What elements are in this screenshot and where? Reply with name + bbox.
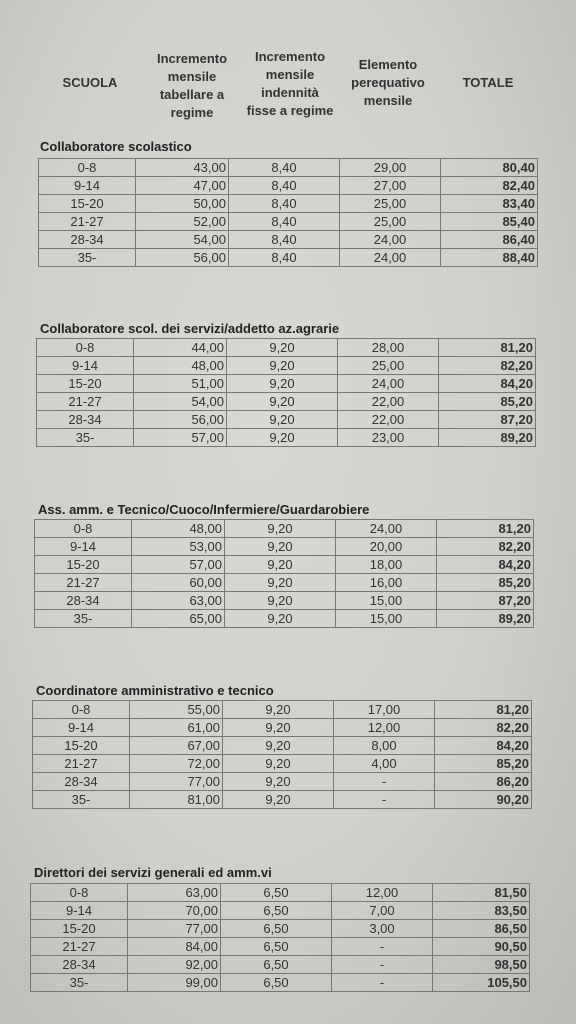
cell-anni: 15-20 (35, 556, 132, 574)
cell-incremento-indennita: 9,20 (223, 791, 334, 809)
table-row (31, 902, 530, 920)
cell-incremento-tabellare: 57,00 (132, 556, 225, 574)
cell-anni: 35- (37, 429, 134, 447)
cell-incremento-tabellare: 70,00 (128, 902, 221, 920)
cell-totale: 87,20 (437, 592, 534, 610)
cell-elemento-perequativo: 27,00 (340, 177, 441, 195)
cell-totale: 86,50 (433, 920, 530, 938)
cell-incremento-tabellare: 92,00 (128, 956, 221, 974)
cell-totale: 85,20 (439, 393, 536, 411)
cell-anni: 0-8 (35, 520, 132, 538)
table-row (35, 610, 534, 628)
cell-incremento-tabellare: 67,00 (130, 737, 223, 755)
cell-elemento-perequativo: 25,00 (338, 357, 439, 375)
cell-elemento-perequativo: - (334, 773, 435, 791)
cell-elemento-perequativo: 12,00 (332, 884, 433, 902)
section-title: Collaboratore scol. dei servizi/addetto az.agrarie (40, 321, 340, 336)
section-title: Ass. amm. e Tecnico/Cuoco/Infermiere/Guardarobiere (38, 502, 370, 517)
cell-elemento-perequativo: 12,00 (334, 719, 435, 737)
cell-anni: 35- (35, 610, 132, 628)
cell-anni: 21-27 (37, 393, 134, 411)
table-row (39, 177, 538, 195)
cell-anni: 0-8 (39, 159, 136, 177)
cell-anni: 21-27 (39, 213, 136, 231)
cell-totale: 86,40 (441, 231, 538, 249)
cell-incremento-tabellare: 61,00 (130, 719, 223, 737)
cell-elemento-perequativo: 3,00 (332, 920, 433, 938)
cell-incremento-tabellare: 50,00 (136, 195, 229, 213)
table-row (31, 938, 530, 956)
cell-incremento-tabellare: 43,00 (136, 159, 229, 177)
cell-elemento-perequativo: 8,00 (334, 737, 435, 755)
cell-incremento-tabellare: 84,00 (128, 938, 221, 956)
cell-elemento-perequativo: 28,00 (338, 339, 439, 357)
cell-totale: 105,50 (433, 974, 530, 992)
cell-incremento-tabellare: 55,00 (130, 701, 223, 719)
table-row (39, 249, 538, 267)
cell-elemento-perequativo: 25,00 (340, 195, 441, 213)
cell-incremento-indennita: 9,20 (227, 339, 338, 357)
cell-incremento-tabellare: 60,00 (132, 574, 225, 592)
cell-totale: 85,20 (437, 574, 534, 592)
cell-incremento-indennita: 9,20 (225, 592, 336, 610)
cell-elemento-perequativo: 16,00 (336, 574, 437, 592)
cell-incremento-indennita: 9,20 (225, 574, 336, 592)
cell-elemento-perequativo: 24,00 (340, 231, 441, 249)
table-row (33, 791, 532, 809)
cell-totale: 85,40 (441, 213, 538, 231)
cell-incremento-tabellare: 99,00 (128, 974, 221, 992)
cell-incremento-tabellare: 47,00 (136, 177, 229, 195)
table-row (37, 429, 536, 447)
cell-totale: 80,40 (441, 159, 538, 177)
cell-incremento-tabellare: 48,00 (134, 357, 227, 375)
cell-incremento-tabellare: 63,00 (132, 592, 225, 610)
cell-totale: 85,20 (435, 755, 532, 773)
table-row (37, 411, 536, 429)
cell-incremento-tabellare: 81,00 (130, 791, 223, 809)
cell-incremento-indennita: 9,20 (227, 393, 338, 411)
cell-elemento-perequativo: 23,00 (338, 429, 439, 447)
cell-anni: 9-14 (35, 538, 132, 556)
table-header (0, 46, 576, 126)
cell-incremento-indennita: 8,40 (229, 249, 340, 267)
cell-elemento-perequativo: 15,00 (336, 592, 437, 610)
data-table (30, 883, 530, 992)
cell-incremento-tabellare: 63,00 (128, 884, 221, 902)
cell-anni: 0-8 (31, 884, 128, 902)
table-row (31, 884, 530, 902)
section-title: Direttori dei servizi generali ed amm.vi (34, 865, 272, 880)
cell-incremento-indennita: 9,20 (225, 556, 336, 574)
cell-anni: 28-34 (39, 231, 136, 249)
section-title: Coordinatore amministrativo e tecnico (36, 683, 274, 698)
cell-elemento-perequativo: 20,00 (336, 538, 437, 556)
cell-incremento-indennita: 9,20 (227, 357, 338, 375)
table-row (33, 737, 532, 755)
cell-incremento-indennita: 8,40 (229, 213, 340, 231)
cell-incremento-indennita: 6,50 (221, 974, 332, 992)
cell-elemento-perequativo: 24,00 (340, 249, 441, 267)
cell-incremento-tabellare: 54,00 (136, 231, 229, 249)
cell-elemento-perequativo: 22,00 (338, 393, 439, 411)
table-row (37, 339, 536, 357)
table-row (33, 755, 532, 773)
cell-incremento-indennita: 9,20 (225, 610, 336, 628)
cell-incremento-indennita: 8,40 (229, 177, 340, 195)
cell-incremento-indennita: 9,20 (227, 411, 338, 429)
table-row (31, 974, 530, 992)
cell-elemento-perequativo: - (332, 974, 433, 992)
cell-incremento-tabellare: 51,00 (134, 375, 227, 393)
table-row (37, 375, 536, 393)
table-row (33, 701, 532, 719)
cell-totale: 84,20 (437, 556, 534, 574)
cell-incremento-tabellare: 53,00 (132, 538, 225, 556)
cell-totale: 89,20 (439, 429, 536, 447)
header-totale: TOTALE (462, 75, 514, 90)
cell-incremento-tabellare: 54,00 (134, 393, 227, 411)
cell-anni: 15-20 (31, 920, 128, 938)
header-elemento-perequativo: Elemento perequativo mensile (351, 57, 425, 108)
cell-anni: 35- (39, 249, 136, 267)
cell-elemento-perequativo: - (332, 938, 433, 956)
cell-incremento-indennita: 8,40 (229, 195, 340, 213)
cell-incremento-indennita: 9,20 (223, 755, 334, 773)
cell-elemento-perequativo: 18,00 (336, 556, 437, 574)
cell-incremento-tabellare: 48,00 (132, 520, 225, 538)
cell-incremento-indennita: 9,20 (225, 538, 336, 556)
data-table (32, 700, 532, 809)
cell-incremento-indennita: 9,20 (223, 737, 334, 755)
cell-incremento-indennita: 6,50 (221, 956, 332, 974)
cell-incremento-tabellare: 77,00 (128, 920, 221, 938)
table-row (35, 520, 534, 538)
data-table (38, 158, 538, 267)
header-incremento-indennita: Incremento mensile indennità fisse a regime (246, 49, 334, 118)
cell-totale: 83,50 (433, 902, 530, 920)
cell-anni: 35- (33, 791, 130, 809)
cell-totale: 81,20 (437, 520, 534, 538)
cell-incremento-tabellare: 56,00 (134, 411, 227, 429)
section-title: Collaboratore scolastico (40, 139, 192, 154)
table-row (37, 393, 536, 411)
cell-anni: 28-34 (37, 411, 134, 429)
cell-totale: 86,20 (435, 773, 532, 791)
cell-anni: 15-20 (37, 375, 134, 393)
table-row (35, 574, 534, 592)
cell-anni: 0-8 (37, 339, 134, 357)
cell-anni: 35- (31, 974, 128, 992)
cell-elemento-perequativo: - (332, 956, 433, 974)
table-row (31, 956, 530, 974)
cell-anni: 9-14 (37, 357, 134, 375)
cell-anni: 0-8 (33, 701, 130, 719)
cell-incremento-indennita: 9,20 (227, 429, 338, 447)
cell-incremento-indennita: 9,20 (223, 701, 334, 719)
cell-totale: 81,20 (435, 701, 532, 719)
cell-elemento-perequativo: 29,00 (340, 159, 441, 177)
cell-anni: 9-14 (33, 719, 130, 737)
table-row (35, 538, 534, 556)
cell-incremento-indennita: 9,20 (225, 520, 336, 538)
cell-elemento-perequativo: 17,00 (334, 701, 435, 719)
cell-totale: 88,40 (441, 249, 538, 267)
cell-elemento-perequativo: 24,00 (336, 520, 437, 538)
header-incremento-tabellare: Incremento mensile tabellare a regime (156, 51, 228, 120)
cell-incremento-tabellare: 65,00 (132, 610, 225, 628)
cell-totale: 82,20 (439, 357, 536, 375)
cell-anni: 21-27 (31, 938, 128, 956)
cell-incremento-indennita: 6,50 (221, 884, 332, 902)
cell-anni: 21-27 (33, 755, 130, 773)
table-row (39, 213, 538, 231)
cell-incremento-indennita: 8,40 (229, 231, 340, 249)
cell-totale: 82,20 (435, 719, 532, 737)
data-table (34, 519, 534, 628)
cell-elemento-perequativo: 25,00 (340, 213, 441, 231)
cell-elemento-perequativo: - (334, 791, 435, 809)
cell-totale: 90,50 (433, 938, 530, 956)
table-row (33, 719, 532, 737)
cell-anni: 28-34 (33, 773, 130, 791)
cell-anni: 9-14 (31, 902, 128, 920)
table-row (33, 773, 532, 791)
cell-elemento-perequativo: 4,00 (334, 755, 435, 773)
cell-incremento-indennita: 6,50 (221, 938, 332, 956)
cell-anni: 21-27 (35, 574, 132, 592)
cell-totale: 82,40 (441, 177, 538, 195)
cell-incremento-tabellare: 77,00 (130, 773, 223, 791)
cell-anni: 28-34 (35, 592, 132, 610)
cell-totale: 84,20 (435, 737, 532, 755)
cell-incremento-tabellare: 57,00 (134, 429, 227, 447)
cell-incremento-indennita: 9,20 (227, 375, 338, 393)
cell-totale: 81,20 (439, 339, 536, 357)
table-row (39, 195, 538, 213)
cell-incremento-indennita: 9,20 (223, 773, 334, 791)
cell-totale: 98,50 (433, 956, 530, 974)
cell-totale: 81,50 (433, 884, 530, 902)
cell-anni: 15-20 (33, 737, 130, 755)
cell-totale: 90,20 (435, 791, 532, 809)
table-row (35, 556, 534, 574)
cell-anni: 28-34 (31, 956, 128, 974)
cell-incremento-tabellare: 72,00 (130, 755, 223, 773)
cell-totale: 89,20 (437, 610, 534, 628)
table-row (39, 231, 538, 249)
cell-incremento-tabellare: 56,00 (136, 249, 229, 267)
table-row (37, 357, 536, 375)
cell-totale: 84,20 (439, 375, 536, 393)
table-row (39, 159, 538, 177)
cell-incremento-indennita: 9,20 (223, 719, 334, 737)
cell-totale: 82,20 (437, 538, 534, 556)
cell-totale: 83,40 (441, 195, 538, 213)
table-row (35, 592, 534, 610)
data-table (36, 338, 536, 447)
cell-incremento-indennita: 8,40 (229, 159, 340, 177)
cell-incremento-indennita: 6,50 (221, 902, 332, 920)
cell-incremento-tabellare: 52,00 (136, 213, 229, 231)
cell-elemento-perequativo: 15,00 (336, 610, 437, 628)
cell-incremento-indennita: 6,50 (221, 920, 332, 938)
cell-totale: 87,20 (439, 411, 536, 429)
cell-anni: 15-20 (39, 195, 136, 213)
cell-anni: 9-14 (39, 177, 136, 195)
header-scuola: SCUOLA (62, 75, 118, 90)
cell-elemento-perequativo: 24,00 (338, 375, 439, 393)
cell-elemento-perequativo: 7,00 (332, 902, 433, 920)
table-row (31, 920, 530, 938)
cell-elemento-perequativo: 22,00 (338, 411, 439, 429)
cell-incremento-tabellare: 44,00 (134, 339, 227, 357)
